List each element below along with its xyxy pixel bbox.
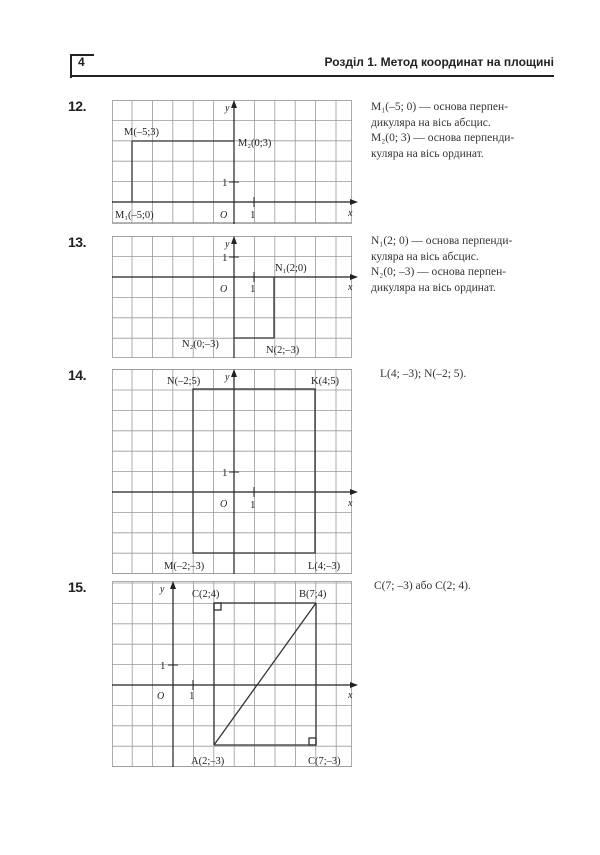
grid-lines (112, 100, 352, 224)
coordinate-grid-13 (112, 236, 358, 358)
origin-label: O (157, 691, 165, 702)
point-label: M₁(–5;0) (115, 210, 154, 221)
axes (112, 581, 358, 767)
answer-line: N₂(0; –3) — основа перпен- (371, 266, 507, 278)
grid-lines (112, 236, 352, 358)
point-label: M(–5;3) (124, 127, 159, 138)
answer-line: дикуляра на вісь абсцис. (371, 116, 491, 129)
x-axis-label: x (348, 208, 353, 219)
answer-text (371, 100, 514, 162)
section-title: Розділ 1. Метод координат на площині (324, 55, 554, 69)
point-label: M(–2;–3) (164, 561, 205, 572)
answer-line: куляра на вісь ординат. (371, 147, 484, 160)
y-axis-label: y (225, 103, 230, 114)
answer-line: N₁(2; 0) — основа перпенди- (371, 235, 513, 247)
answer-text (374, 579, 471, 595)
point-label: M₂(0;3) (238, 138, 272, 149)
point-label: N(2;–3) (266, 345, 300, 356)
axes (112, 100, 358, 224)
point-label: A(2;–3) (191, 756, 225, 767)
answer-text (371, 234, 512, 296)
coordinate-grid-14 (112, 369, 358, 574)
y-axis-label: y (160, 584, 165, 595)
x-unit-label: 1 (189, 690, 195, 702)
point-label: B(7;4) (299, 589, 327, 600)
y-unit-label: 1 (222, 252, 228, 264)
answer-line: C(7; –3) або C(2; 4). (374, 580, 471, 592)
y-unit-label: 1 (222, 177, 228, 189)
x-axis-label: x (348, 498, 353, 509)
x-unit-label: 1 (250, 499, 256, 511)
answer-line: дикуляра на вісь ординат. (371, 281, 496, 294)
problem-number: 15. (68, 579, 86, 595)
answer-line: куляра на вісь абсцис. (371, 250, 479, 263)
y-unit-label: 1 (160, 660, 166, 672)
problem-number: 14. (68, 367, 86, 383)
x-axis-label: x (348, 282, 353, 293)
construction-lines (132, 141, 234, 202)
problem-number: 13. (68, 234, 86, 250)
coordinate-grid-15 (112, 581, 358, 767)
point-label: L(4;–3) (308, 561, 341, 572)
coordinate-grid-12 (112, 100, 358, 224)
point-label: C(2;4) (192, 589, 220, 600)
origin-label: O (220, 210, 228, 221)
x-axis-label: x (348, 690, 353, 701)
point-label: C(7;–3) (308, 756, 341, 767)
answer-line: L(4; –3); N(–2; 5). (380, 368, 467, 380)
y-axis-label: y (225, 239, 230, 250)
page-header (70, 50, 554, 76)
y-axis-label: y (225, 372, 230, 383)
x-unit-label: 1 (250, 209, 256, 221)
header-rule (70, 75, 554, 77)
point-label: K(4;5) (311, 376, 339, 387)
y-unit-label: 1 (222, 467, 228, 479)
construction-lines (214, 603, 316, 745)
problem-number: 12. (68, 98, 86, 114)
answer-line: M₂(0; 3) — основа перпенди- (371, 132, 515, 144)
page-number: 4 (78, 55, 85, 69)
point-label: N(–2;5) (167, 376, 201, 387)
answer-line: M₁(–5; 0) — основа перпен- (371, 101, 509, 113)
origin-label: O (220, 499, 228, 510)
answer-text (380, 367, 466, 383)
point-label: N₂(0;–3) (182, 339, 219, 350)
point-label: N₁(2;0) (275, 263, 307, 274)
x-unit-label: 1 (250, 283, 256, 295)
origin-label: O (220, 284, 228, 295)
